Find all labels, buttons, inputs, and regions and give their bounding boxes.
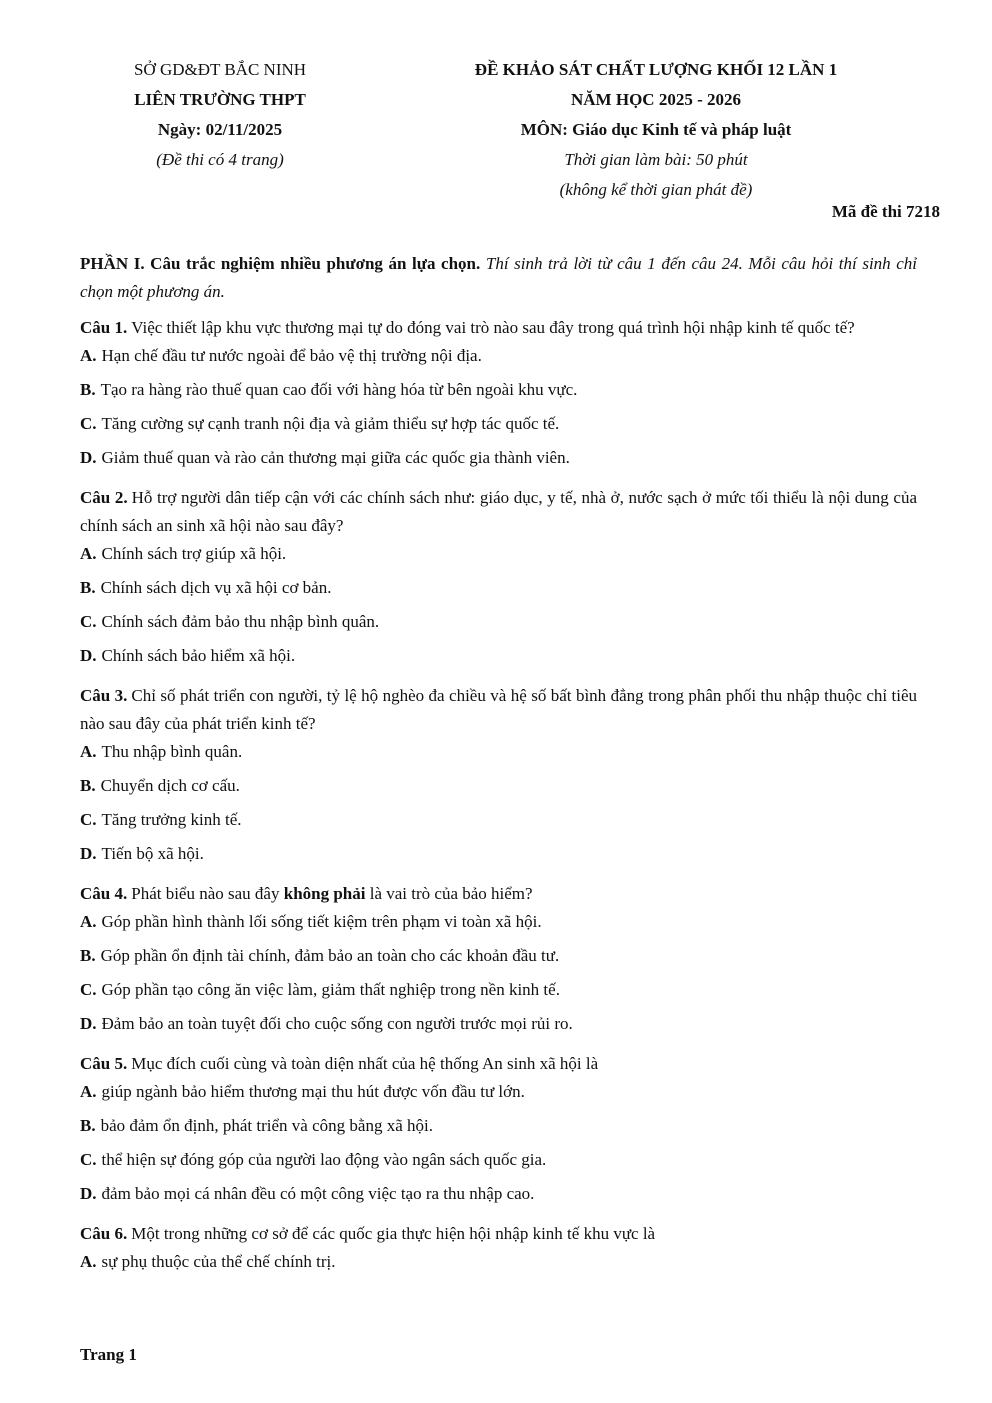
- option-b: B. Chính sách dịch vụ xã hội cơ bản.: [80, 578, 332, 597]
- question-5: [80, 1050, 917, 1214]
- subject: MÔN: Giáo dục Kinh tế và pháp luật: [520, 120, 792, 139]
- option-b: B. Góp phần ổn định tài chính, đảm bảo an toàn cho các khoản đầu tư.: [80, 946, 560, 965]
- question-stem: [80, 1220, 917, 1248]
- question-text: Mục đích cuối cùng và toàn diện nhất của hệ thống An sinh xã hội là: [131, 1054, 599, 1073]
- exam-date: Ngày: 02/11/2025: [157, 120, 283, 139]
- question-text: Chỉ số phát triển con người, tỷ lệ hộ nghèo đa chiều và hệ số bất bình đẳng trong phân phối thu nhập thuộc chỉ tiêu nào sau đây của phát triển kinh tế?: [80, 686, 918, 733]
- option-c: C. Tăng cường sự cạnh tranh nội địa và giảm thiểu sự hợp tác quốc tế.: [80, 414, 560, 433]
- question-label: Câu 4.: [80, 884, 128, 903]
- question-text: Phát biểu nào sau đây: [131, 884, 280, 903]
- question-label: Câu 6.: [80, 1224, 128, 1243]
- question-6: [80, 1220, 917, 1282]
- option-d: D. Đảm bảo an toàn tuyệt đối cho cuộc sống con người trước mọi rủi ro.: [80, 1014, 573, 1033]
- option-a: A. sự phụ thuộc của thể chế chính trị.: [80, 1252, 336, 1271]
- option-d: D. đảm bảo mọi cá nhân đều có một công việc tạo ra thu nhập cao.: [80, 1184, 535, 1203]
- school-year: NĂM HỌC 2025 - 2026: [571, 90, 741, 109]
- question-label: Câu 3.: [80, 686, 128, 705]
- section-intro: [80, 250, 917, 306]
- section-title: PHẦN I. Câu trắc nghiệm nhiều phương án lựa chọn.: [80, 254, 481, 273]
- option-c: C. Góp phần tạo công ăn việc làm, giảm thất nghiệp trong nền kinh tế.: [80, 980, 560, 999]
- time-limit: Thời gian làm bài: 50 phút: [564, 150, 748, 169]
- question-label: Câu 1.: [80, 318, 128, 337]
- question-1: [80, 314, 917, 478]
- exam-body: [80, 250, 917, 1282]
- option-a: A. giúp ngành bảo hiểm thương mại thu hút được vốn đầu tư lớn.: [80, 1082, 525, 1101]
- option-d: D. Tiến bộ xã hội.: [80, 844, 204, 863]
- option-c: C. thể hiện sự đóng góp của người lao động vào ngân sách quốc gia.: [80, 1150, 547, 1169]
- option-a: A. Góp phần hình thành lối sống tiết kiệm trên phạm vi toàn xã hội.: [80, 912, 542, 931]
- school-name: LIÊN TRƯỜNG THPT: [134, 90, 306, 109]
- question-label: Câu 5.: [80, 1054, 128, 1073]
- question-3: [80, 682, 917, 874]
- question-stem: [80, 682, 917, 738]
- question-stem: [80, 484, 917, 540]
- option-c: C. Tăng trưởng kinh tế.: [80, 810, 242, 829]
- option-b: B. Tạo ra hàng rào thuế quan cao đối với hàng hóa từ bên ngoài khu vực.: [80, 380, 578, 399]
- question-text: Một trong những cơ sở để các quốc gia thực hiện hội nhập kinh tế khu vực là: [131, 1224, 656, 1243]
- option-b: B. Chuyển dịch cơ cấu.: [80, 776, 240, 795]
- exam-title: ĐỀ KHẢO SÁT CHẤT LƯỢNG KHỐI 12 LẦN 1: [474, 60, 838, 79]
- exam-header: [400, 55, 912, 205]
- question-text-end: là vai trò của bảo hiểm?: [369, 884, 533, 903]
- question-4: [80, 880, 917, 1044]
- question-stem: [80, 880, 917, 908]
- page-count-note: (Đề thi có 4 trang): [156, 150, 284, 169]
- exam-code: Mã đề thi 7218: [831, 202, 940, 221]
- option-a: A. Hạn chế đầu tư nước ngoài để bảo vệ thị trường nội địa.: [80, 346, 482, 365]
- question-text: Việc thiết lập khu vực thương mại tự do đóng vai trò nào sau đây trong quá trình hội nhập kinh tế quốc tế?: [131, 318, 855, 337]
- department-name: SỞ GD&ĐT BẮC NINH: [133, 60, 307, 79]
- option-c: C. Chính sách đảm bảo thu nhập bình quân.: [80, 612, 380, 631]
- time-note: (không kể thời gian phát đề): [559, 180, 753, 199]
- question-2: [80, 484, 917, 676]
- question-label: Câu 2.: [80, 488, 128, 507]
- option-d: D. Chính sách bảo hiểm xã hội.: [80, 646, 296, 665]
- question-stem: [80, 314, 917, 342]
- question-text: Hỗ trợ người dân tiếp cận với các chính sách như: giáo dục, y tế, nhà ở, nước sạch ở mức tối thiểu là nội dung của chính sách an sinh xã hội nào sau đây?: [80, 488, 917, 535]
- question-stem: [80, 1050, 917, 1078]
- school-header: [80, 55, 360, 175]
- page-number: Trang 1: [80, 1345, 137, 1364]
- question-emphasis: không phải: [283, 884, 366, 903]
- option-a: A. Thu nhập bình quân.: [80, 742, 243, 761]
- option-d: D. Giảm thuế quan và rào cản thương mại giữa các quốc gia thành viên.: [80, 448, 570, 467]
- section-instructions: Thí sinh trả lời từ câu 1 đến câu 24. Mỗi câu hỏi thí sinh chỉ chọn một phương án.: [80, 254, 918, 301]
- option-a: A. Chính sách trợ giúp xã hội.: [80, 544, 287, 563]
- option-b: B. bảo đảm ổn định, phát triển và công bằng xã hội.: [80, 1116, 433, 1135]
